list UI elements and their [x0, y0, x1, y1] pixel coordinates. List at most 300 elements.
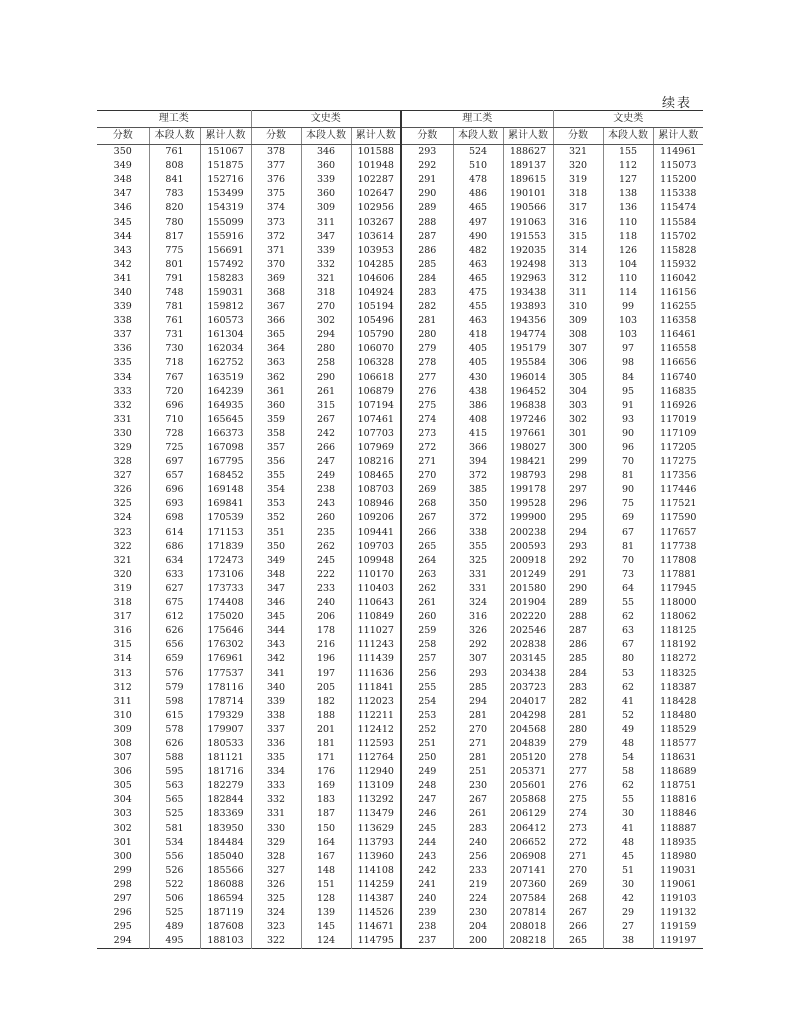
- column-header-segment-count: 本段人数: [149, 128, 200, 145]
- cumulative-count-cell: 185566: [200, 864, 251, 878]
- score-cell: 356: [251, 455, 301, 469]
- segment-count-cell: 285: [453, 681, 503, 695]
- score-cell: 282: [553, 695, 603, 709]
- table-row: [97, 540, 703, 554]
- cumulative-count-cell: 119197: [660, 935, 697, 947]
- segment-count-cell: 270: [301, 300, 351, 314]
- score-cell: 297: [97, 892, 149, 906]
- score-cell: 300: [97, 850, 149, 864]
- cumulative-count-cell: 155099: [200, 215, 251, 229]
- cumulative-count-cell: 164239: [200, 385, 251, 399]
- segment-count-cell: 235: [301, 526, 351, 540]
- cumulative-count-cell: 196014: [503, 371, 553, 385]
- score-cell: 250: [401, 751, 453, 765]
- cumulative-count-cell: 162752: [200, 356, 251, 370]
- cumulative-count-cell: 166373: [200, 427, 251, 441]
- segment-count-cell: 347: [301, 230, 351, 244]
- cumulative-count-cell: 198027: [503, 441, 553, 455]
- table-row: [97, 695, 703, 709]
- table-row: [97, 286, 703, 300]
- segment-count-cell: 325: [453, 554, 503, 568]
- segment-count-cell: 332: [301, 258, 351, 272]
- column-header-score: 分数: [251, 128, 301, 145]
- table-row: [97, 272, 703, 286]
- score-cell: 272: [401, 441, 453, 455]
- score-cell: 243: [401, 850, 453, 864]
- cumulative-count-cell: 174408: [200, 596, 251, 610]
- score-cell: 331: [251, 807, 301, 821]
- score-cell: 242: [401, 864, 453, 878]
- score-cell: 315: [97, 638, 149, 652]
- cumulative-count-cell: 205120: [503, 751, 553, 765]
- table-row: [97, 413, 703, 427]
- segment-count-cell: 258: [301, 356, 351, 370]
- segment-count-cell: 204: [453, 920, 503, 934]
- cumulative-count-cell: 116558: [660, 343, 697, 355]
- table-row: [97, 441, 703, 455]
- score-cell: 328: [97, 455, 149, 469]
- segment-count-cell: 219: [453, 878, 503, 892]
- table-row: [97, 920, 703, 934]
- segment-count-cell: 281: [453, 709, 503, 723]
- segment-count-cell: 164: [301, 836, 351, 850]
- score-cell: 290: [553, 582, 603, 596]
- score-cell: 303: [553, 399, 603, 413]
- segment-count-cell: 581: [149, 822, 200, 836]
- segment-count-cell: 696: [149, 399, 200, 413]
- segment-count-cell: 656: [149, 638, 200, 652]
- table-row: [97, 779, 703, 793]
- table-row: [97, 864, 703, 878]
- score-cell: 334: [97, 371, 149, 385]
- segment-count-cell: 465: [453, 272, 503, 286]
- segment-count-cell: 525: [149, 906, 200, 920]
- column-header-score: 分数: [401, 128, 453, 145]
- cumulative-count-cell: 175020: [200, 610, 251, 624]
- score-cell: 347: [251, 582, 301, 596]
- cumulative-count-cell: 116156: [660, 286, 697, 298]
- column-header-cumulative-count: 累计人数: [200, 128, 251, 145]
- segment-count-cell: 48: [603, 836, 653, 850]
- score-cell: 251: [401, 737, 453, 751]
- score-cell: 237: [401, 934, 453, 949]
- segment-count-cell: 614: [149, 526, 200, 540]
- cumulative-count-cell: 118689: [660, 766, 697, 778]
- cumulative-count-cell: 118577: [660, 737, 697, 749]
- segment-count-cell: 41: [603, 695, 653, 709]
- score-cell: 269: [553, 878, 603, 892]
- score-cell: 320: [553, 159, 603, 173]
- score-cell: 248: [401, 779, 453, 793]
- cumulative-count-cell: 110643: [351, 596, 401, 610]
- score-cell: 324: [251, 906, 301, 920]
- score-cell: 278: [553, 751, 603, 765]
- segment-count-cell: 497: [453, 215, 503, 229]
- segment-count-cell: 58: [603, 765, 653, 779]
- segment-count-cell: 267: [453, 793, 503, 807]
- segment-count-cell: 350: [453, 497, 503, 511]
- score-cell: 339: [97, 300, 149, 314]
- cumulative-count-cell: 113109: [351, 779, 401, 793]
- cumulative-count-cell: 204839: [503, 737, 553, 751]
- segment-count-cell: 55: [603, 596, 653, 610]
- score-cell: 260: [401, 610, 453, 624]
- score-cell: 330: [97, 427, 149, 441]
- cumulative-count-cell: 118935: [660, 836, 697, 848]
- table-row: [97, 709, 703, 723]
- score-cell: 308: [97, 737, 149, 751]
- table-row: [97, 836, 703, 850]
- segment-count-cell: 339: [301, 173, 351, 187]
- score-cell: 286: [553, 638, 603, 652]
- column-header-segment-count: 本段人数: [301, 128, 351, 145]
- score-cell: 365: [251, 328, 301, 342]
- segment-count-cell: 490: [453, 230, 503, 244]
- cumulative-count-cell: 116255: [660, 301, 697, 313]
- segment-count-cell: 103: [603, 314, 653, 328]
- segment-count-cell: 463: [453, 314, 503, 328]
- cumulative-count-cell: 176961: [200, 652, 251, 666]
- cumulative-count-cell: 113292: [351, 793, 401, 807]
- cumulative-count-cell: 114526: [351, 906, 401, 920]
- column-header-score: 分数: [553, 128, 603, 145]
- segment-count-cell: 110: [603, 272, 653, 286]
- table-row: [97, 526, 703, 540]
- cumulative-count-cell: 110170: [351, 568, 401, 582]
- cumulative-count-cell: 102956: [351, 201, 401, 215]
- segment-count-cell: 775: [149, 244, 200, 258]
- segment-count-cell: 475: [453, 286, 503, 300]
- score-cell: 279: [553, 737, 603, 751]
- score-cell: 371: [251, 244, 301, 258]
- cumulative-count-cell: 113793: [351, 836, 401, 850]
- segment-count-cell: 196: [301, 652, 351, 666]
- table-row: [97, 342, 703, 356]
- score-cell: 302: [553, 413, 603, 427]
- cumulative-count-cell: 106879: [351, 385, 401, 399]
- cumulative-count-cell: 186088: [200, 878, 251, 892]
- segment-count-cell: 311: [301, 215, 351, 229]
- score-cell: 299: [553, 455, 603, 469]
- score-cell: 272: [553, 836, 603, 850]
- score-cell: 295: [97, 920, 149, 934]
- score-cell: 284: [553, 666, 603, 680]
- cumulative-count-cell: 196838: [503, 399, 553, 413]
- score-cell: 369: [251, 272, 301, 286]
- segment-count-cell: 251: [453, 765, 503, 779]
- cumulative-count-cell: 106070: [351, 342, 401, 356]
- cumulative-count-cell: 105790: [351, 328, 401, 342]
- segment-count-cell: 324: [453, 596, 503, 610]
- cumulative-count-cell: 183369: [200, 807, 251, 821]
- cumulative-count-cell: 111841: [351, 681, 401, 695]
- score-cell: 349: [251, 554, 301, 568]
- cumulative-count-cell: 192963: [503, 272, 553, 286]
- score-cell: 297: [553, 483, 603, 497]
- cumulative-count-cell: 101948: [351, 159, 401, 173]
- score-cell: 269: [401, 483, 453, 497]
- segment-count-cell: 52: [603, 709, 653, 723]
- cumulative-count-cell: 115584: [660, 216, 697, 228]
- segment-count-cell: 261: [453, 807, 503, 821]
- cumulative-count-cell: 117657: [660, 526, 697, 538]
- score-cell: 332: [97, 399, 149, 413]
- cumulative-count-cell: 195179: [503, 342, 553, 356]
- table-row: [97, 666, 703, 680]
- cumulative-count-cell: 118887: [660, 822, 697, 834]
- cumulative-count-cell: 116042: [660, 272, 697, 284]
- segment-count-cell: 578: [149, 723, 200, 737]
- segment-count-cell: 307: [453, 652, 503, 666]
- cumulative-count-cell: 206412: [503, 822, 553, 836]
- segment-count-cell: 579: [149, 681, 200, 695]
- cumulative-count-cell: 190566: [503, 201, 553, 215]
- cumulative-count-cell: 116740: [660, 371, 697, 383]
- segment-count-cell: 693: [149, 497, 200, 511]
- score-cell: 336: [97, 342, 149, 356]
- score-cell: 321: [97, 554, 149, 568]
- segment-count-cell: 150: [301, 822, 351, 836]
- cumulative-count-cell: 115338: [660, 188, 697, 200]
- score-cell: 350: [251, 540, 301, 554]
- segment-count-cell: 510: [453, 159, 503, 173]
- segment-count-cell: 598: [149, 695, 200, 709]
- segment-count-cell: 70: [603, 554, 653, 568]
- cumulative-count-cell: 119132: [660, 907, 697, 919]
- score-cell: 350: [97, 145, 149, 160]
- segment-count-cell: 80: [603, 652, 653, 666]
- score-cell: 311: [553, 286, 603, 300]
- segment-count-cell: 486: [453, 187, 503, 201]
- score-cell: 283: [401, 286, 453, 300]
- cumulative-count-cell: 118980: [660, 850, 697, 862]
- score-cell: 286: [401, 244, 453, 258]
- segment-count-cell: 482: [453, 244, 503, 258]
- table-row: [97, 328, 703, 342]
- score-cell: 360: [251, 399, 301, 413]
- cumulative-count-cell: 118062: [660, 611, 697, 623]
- score-cell: 333: [97, 385, 149, 399]
- score-cell: 317: [97, 610, 149, 624]
- segment-count-cell: 261: [301, 385, 351, 399]
- score-cell: 362: [251, 371, 301, 385]
- score-cell: 339: [251, 695, 301, 709]
- cumulative-count-cell: 200593: [503, 540, 553, 554]
- segment-count-cell: 110: [603, 215, 653, 229]
- score-cell: 271: [401, 455, 453, 469]
- score-cell: 326: [251, 878, 301, 892]
- segment-count-cell: 318: [301, 286, 351, 300]
- segment-count-cell: 216: [301, 638, 351, 652]
- segment-count-cell: 187: [301, 807, 351, 821]
- score-cell: 267: [553, 906, 603, 920]
- cumulative-count-cell: 206652: [503, 836, 553, 850]
- cumulative-count-cell: 182844: [200, 793, 251, 807]
- segment-count-cell: 394: [453, 455, 503, 469]
- segment-count-cell: 696: [149, 483, 200, 497]
- segment-count-cell: 53: [603, 666, 653, 680]
- score-cell: 304: [97, 793, 149, 807]
- segment-count-cell: 525: [149, 807, 200, 821]
- segment-count-cell: 615: [149, 709, 200, 723]
- score-distribution-table: [97, 110, 703, 949]
- segment-count-cell: 438: [453, 385, 503, 399]
- segment-count-cell: 725: [149, 441, 200, 455]
- table-row: [97, 385, 703, 399]
- segment-count-cell: 478: [453, 173, 503, 187]
- score-cell: 344: [97, 230, 149, 244]
- table-row: [97, 483, 703, 497]
- cumulative-count-cell: 169841: [200, 497, 251, 511]
- segment-count-cell: 710: [149, 413, 200, 427]
- segment-count-cell: 128: [301, 892, 351, 906]
- segment-count-cell: 176: [301, 765, 351, 779]
- cumulative-count-cell: 198421: [503, 455, 553, 469]
- segment-count-cell: 54: [603, 751, 653, 765]
- segment-count-cell: 309: [301, 201, 351, 215]
- cumulative-count-cell: 157492: [200, 258, 251, 272]
- score-cell: 277: [553, 765, 603, 779]
- cumulative-count-cell: 112940: [351, 765, 401, 779]
- cumulative-count-cell: 170539: [200, 511, 251, 525]
- cumulative-count-cell: 112412: [351, 723, 401, 737]
- cumulative-count-cell: 114961: [660, 146, 697, 158]
- score-cell: 329: [97, 441, 149, 455]
- segment-count-cell: 489: [149, 920, 200, 934]
- table-row: [97, 554, 703, 568]
- cumulative-count-cell: 118428: [660, 695, 697, 707]
- cumulative-count-cell: 201580: [503, 582, 553, 596]
- cumulative-count-cell: 115200: [660, 174, 697, 186]
- segment-count-cell: 49: [603, 723, 653, 737]
- segment-count-cell: 761: [149, 314, 200, 328]
- score-cell: 317: [553, 201, 603, 215]
- segment-count-cell: 181: [301, 737, 351, 751]
- segment-count-cell: 321: [301, 272, 351, 286]
- table-row: [97, 652, 703, 666]
- segment-count-cell: 626: [149, 624, 200, 638]
- table-row: [97, 258, 703, 272]
- score-cell: 265: [401, 540, 453, 554]
- score-cell: 279: [401, 342, 453, 356]
- score-cell: 274: [401, 413, 453, 427]
- segment-count-cell: 495: [149, 934, 200, 949]
- segment-count-cell: 267: [301, 413, 351, 427]
- score-cell: 240: [401, 892, 453, 906]
- score-cell: 310: [553, 300, 603, 314]
- segment-count-cell: 260: [301, 511, 351, 525]
- cumulative-count-cell: 186594: [200, 892, 251, 906]
- score-cell: 332: [251, 793, 301, 807]
- segment-count-cell: 233: [453, 864, 503, 878]
- segment-count-cell: 730: [149, 342, 200, 356]
- table-row: [97, 906, 703, 920]
- segment-count-cell: 233: [301, 582, 351, 596]
- cumulative-count-cell: 156691: [200, 244, 251, 258]
- segment-count-cell: 326: [453, 624, 503, 638]
- segment-count-cell: 45: [603, 850, 653, 864]
- segment-count-cell: 657: [149, 469, 200, 483]
- score-cell: 349: [97, 159, 149, 173]
- cumulative-count-cell: 114795: [351, 934, 401, 949]
- segment-count-cell: 780: [149, 215, 200, 229]
- segment-count-cell: 145: [301, 920, 351, 934]
- score-cell: 307: [553, 342, 603, 356]
- segment-count-cell: 315: [301, 399, 351, 413]
- segment-count-cell: 182: [301, 695, 351, 709]
- segment-count-cell: 81: [603, 540, 653, 554]
- score-cell: 241: [401, 878, 453, 892]
- cumulative-count-cell: 161304: [200, 328, 251, 342]
- segment-count-cell: 801: [149, 258, 200, 272]
- segment-count-cell: 761: [149, 145, 200, 160]
- segment-count-cell: 338: [453, 526, 503, 540]
- segment-count-cell: 42: [603, 892, 653, 906]
- segment-count-cell: 127: [603, 173, 653, 187]
- segment-count-cell: 524: [453, 145, 503, 160]
- segment-count-cell: 698: [149, 511, 200, 525]
- score-cell: 316: [97, 624, 149, 638]
- cumulative-count-cell: 184484: [200, 836, 251, 850]
- segment-count-cell: 41: [603, 822, 653, 836]
- score-cell: 373: [251, 215, 301, 229]
- cumulative-count-cell: 200918: [503, 554, 553, 568]
- cumulative-count-cell: 117446: [660, 484, 697, 496]
- cumulative-count-cell: 197661: [503, 427, 553, 441]
- segment-count-cell: 612: [149, 610, 200, 624]
- score-cell: 345: [251, 610, 301, 624]
- score-cell: 301: [97, 836, 149, 850]
- score-cell: 278: [401, 356, 453, 370]
- table-row: [97, 610, 703, 624]
- score-cell: 341: [251, 666, 301, 680]
- segment-count-cell: 240: [453, 836, 503, 850]
- table-row: [97, 215, 703, 229]
- segment-count-cell: 230: [453, 779, 503, 793]
- segment-count-cell: 588: [149, 751, 200, 765]
- cumulative-count-cell: 106618: [351, 371, 401, 385]
- score-cell: 285: [553, 652, 603, 666]
- score-cell: 281: [553, 709, 603, 723]
- segment-count-cell: 75: [603, 497, 653, 511]
- score-cell: 309: [97, 723, 149, 737]
- table-row: [97, 934, 703, 949]
- segment-count-cell: 697: [149, 455, 200, 469]
- score-cell: 275: [553, 793, 603, 807]
- score-cell: 323: [251, 920, 301, 934]
- cumulative-count-cell: 190101: [503, 187, 553, 201]
- group-header-arts: 文史类: [251, 111, 401, 128]
- cumulative-count-cell: 114108: [351, 864, 401, 878]
- score-cell: 335: [251, 751, 301, 765]
- score-cell: 343: [97, 244, 149, 258]
- segment-count-cell: 820: [149, 201, 200, 215]
- score-cell: 322: [97, 540, 149, 554]
- table-row: [97, 314, 703, 328]
- segment-count-cell: 27: [603, 920, 653, 934]
- cumulative-count-cell: 105496: [351, 314, 401, 328]
- cumulative-count-cell: 107703: [351, 427, 401, 441]
- score-cell: 326: [97, 483, 149, 497]
- segment-count-cell: 155: [603, 145, 653, 160]
- cumulative-count-cell: 108465: [351, 469, 401, 483]
- cumulative-count-cell: 198793: [503, 469, 553, 483]
- cumulative-count-cell: 119061: [660, 878, 697, 890]
- segment-count-cell: 62: [603, 681, 653, 695]
- score-cell: 348: [251, 568, 301, 582]
- cumulative-count-cell: 199900: [503, 511, 553, 525]
- table-body: [97, 145, 703, 949]
